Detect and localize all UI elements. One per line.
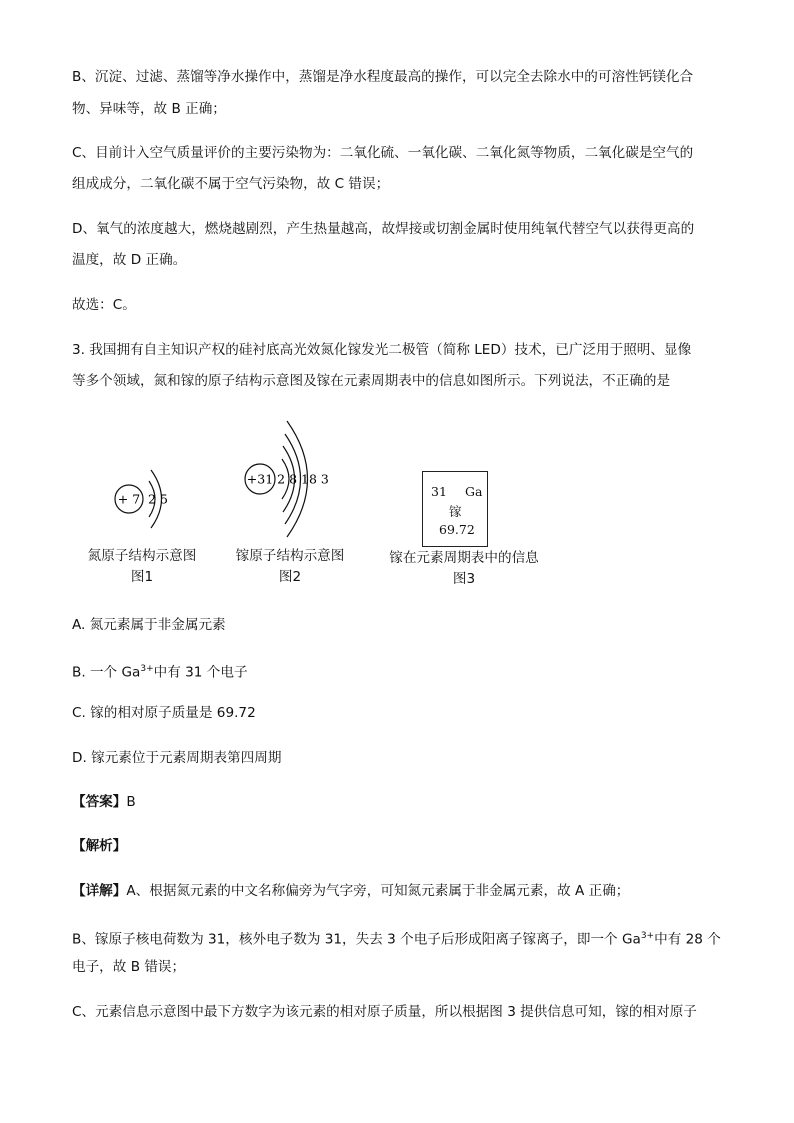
explanation-d-line2: 温度，故 D 正确。 [72, 252, 187, 268]
option-b-suffix: 中有 31 个电子 [153, 664, 248, 681]
gallium-electron-label: 2 8 18 3 [277, 471, 329, 487]
analysis-c-line1: C、元素信息示意图中最下方数字为该元素的相对原子质量，所以根据图 3 提供信息可知，镓的相对原子 [72, 1004, 697, 1020]
nitrogen-atom-diagram [115, 470, 168, 528]
explanation-b-line1: B、沉淀、过滤、蒸馏等净水操作中，蒸馏是净水程度最高的操作，可以完全去除水中的可溶性钙镁化合 [72, 69, 694, 85]
gallium-shell-2 [283, 446, 295, 512]
nitrogen-nucleus-label: + 7 [117, 491, 141, 507]
gallium-shell-1 [282, 459, 289, 499]
nitrogen-shell-1 [149, 481, 155, 517]
gallium-shell-4 [287, 421, 308, 537]
explanation-c-line1: C、目前计入空气质量评价的主要污染物为：二氧化硫、一氧化碳、二氧化氮等物质，二氧化碳是空气的 [72, 145, 694, 161]
fig3-label: 图3 [452, 571, 476, 587]
nitrogen-nucleus-circle [115, 485, 143, 513]
nitrogen-shell-2 [151, 470, 162, 528]
choose-line: 故选：C。 [72, 297, 136, 313]
analysis-a-line [72, 881, 732, 901]
fig2-caption: 镓原子结构示意图 [235, 548, 345, 564]
gallium-shell-3 [285, 434, 301, 524]
answer-value: B [126, 794, 136, 810]
gallium-atom-diagram [245, 421, 329, 537]
analysis-a-text: A、根据氮元素的中文名称偏旁为气字旁，可知氮元素属于非金属元素，故 A 正确； [126, 883, 630, 899]
gallium-nucleus-circle [245, 464, 275, 494]
option-b-prefix: B. 一个 Ga [72, 664, 141, 681]
fig1-label: 图1 [130, 569, 154, 585]
fig3-caption: 镓在元素周期表中的信息 [389, 550, 539, 566]
answer-line [72, 792, 732, 812]
option-b-charge: 3+ [140, 664, 154, 674]
question-line2: 等多个领域，氮和镓的原子结构示意图及镓在元素周期表中的信息如图所示。下列说法，不正确的是 [72, 373, 671, 389]
analysis-tag: 【解析】 [72, 838, 127, 854]
option-c: C. 镓的相对原子质量是 69.72 [72, 705, 256, 721]
detail-tag: 【详解】 [72, 883, 127, 899]
atomic-mass: 69.72 [439, 522, 475, 537]
answer-tag: 【答案】 [72, 794, 127, 810]
gallium-nucleus-label: +31 [246, 471, 274, 487]
explanation-b-line2: 物、异味等，故 B 正确； [72, 101, 226, 117]
analysis-b-charge: 3+ [640, 931, 655, 941]
nitrogen-electron-label: 2 5 [148, 491, 168, 507]
fig1-caption: 氮原子结构示意图 [87, 548, 197, 564]
option-b [72, 659, 732, 683]
analysis-b-line1: B、镓原子核电荷数为 31，核外电子数为 31，失去 3 个电子后形成阳离子镓离子，即一个 $Ga^{3+}$中有 28 个 [72, 931, 721, 948]
atomic-number: 31 [431, 484, 447, 499]
element-name: 镓 [449, 504, 462, 519]
question-line1: 3. 我国拥有自主知识产权的硅衬底高光效氮化镓发光二极管（简称 LED）技术，已广泛用于照明、显像 [72, 342, 692, 358]
option-d: D. 镓元素位于元素周期表第四周期 [72, 750, 282, 766]
fig2-label: 图2 [278, 569, 302, 585]
analysis-b-line2: 电子，故 B 错误； [72, 959, 186, 975]
element-symbol: Ga [465, 484, 483, 499]
explanation-d-line1: D、氧气的浓度越大，燃烧越剧烈，产生热量越高，故焊接或切割金属时使用纯氧代替空气以获得更高的 [72, 221, 695, 237]
gallium-periodic-cell [422, 471, 488, 547]
option-a: A. 氮元素属于非金属元素 [72, 617, 226, 633]
explanation-c-line2: 组成成分，二氧化碳不属于空气污染物，故 C 错误； [72, 176, 390, 192]
